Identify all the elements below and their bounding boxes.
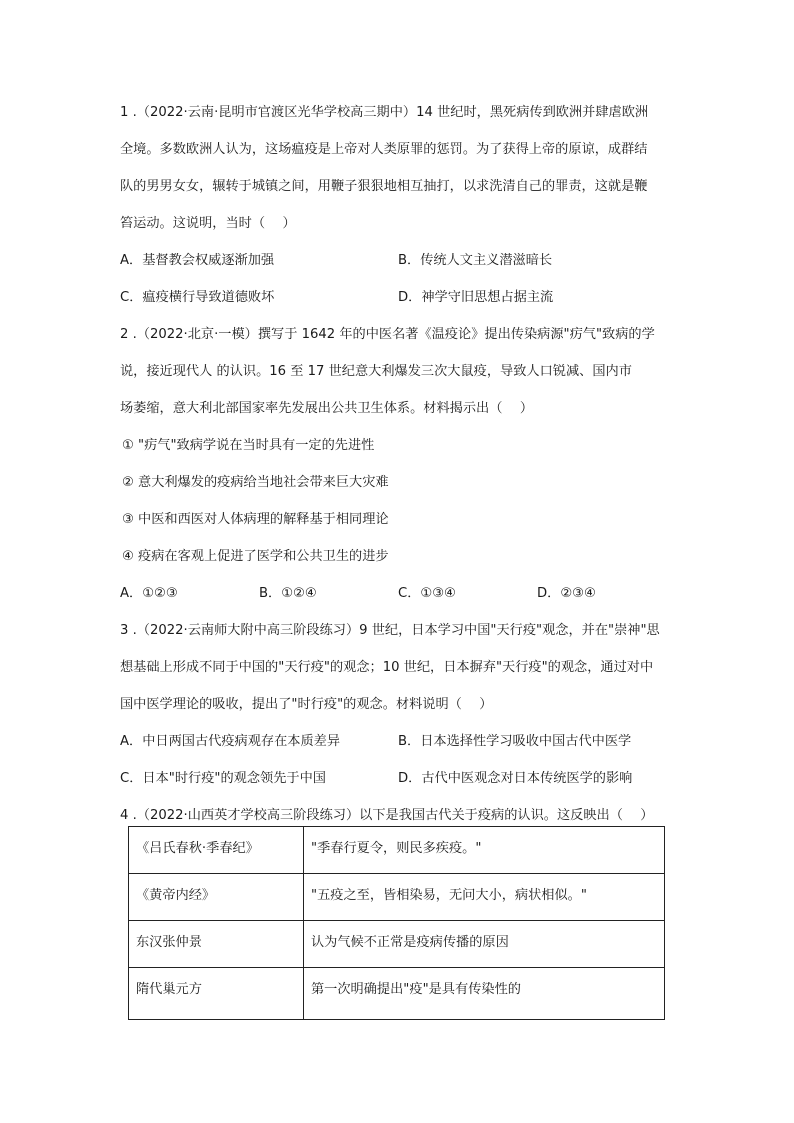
option-b[interactable]: B．传统人文主义潜滋暗长 xyxy=(398,253,553,268)
question-4-source-table xyxy=(128,826,665,1020)
question-3-stem-line: 3 .（2022·云南师大附中高三阶段练习）9 世纪，日本学习中国"天行疫"观念，并在"崇神"思 xyxy=(120,623,660,638)
question-2-stem-line: 2 .（2022·北京·一模）撰写于 1642 年的中医名著《温疫论》提出传染病源"疠气"致病的学 xyxy=(120,327,655,342)
option-c[interactable]: C．日本"时行疫"的观念领先于中国 xyxy=(120,771,326,786)
table-cell-content: 认为气候不正常是疫病传播的原因 xyxy=(304,921,665,968)
question-1-stem-line: 笞运动。这说明，当时（ ） xyxy=(120,216,296,231)
question-1-options-row xyxy=(120,279,680,316)
question-2-statement: ④ 疫病在客观上促进了医学和公共卫生的进步 xyxy=(122,549,389,564)
question-3-options-row xyxy=(120,723,680,760)
table-cell-source: 东汉张仲景 xyxy=(129,921,304,968)
question-1 xyxy=(120,94,680,316)
option-a[interactable]: A．基督教会权威逐渐加强 xyxy=(120,253,275,268)
question-2-stem-line: 说，接近现代人 的认识。16 至 17 世纪意大利爆发三次大鼠疫，导致人口锐减、国内市 xyxy=(120,364,632,379)
question-1-options-row xyxy=(120,242,680,279)
question-2-options-row xyxy=(120,575,680,612)
table-cell-source: 《黄帝内经》 xyxy=(129,874,304,921)
option-c[interactable]: C．瘟疫横行导致道德败坏 xyxy=(120,290,275,305)
question-3-options-row xyxy=(120,760,680,797)
question-1-stem-line: 1 .（2022·云南·昆明市官渡区光华学校高三期中）14 世纪时，黑死病传到欧洲并肆虐欧洲 xyxy=(120,105,649,120)
table-row xyxy=(129,921,665,968)
question-2-statement: ① "疠气"致病学说在当时具有一定的先进性 xyxy=(122,438,375,453)
table-cell-content: "季春行夏令，则民多疾疫。" xyxy=(304,827,665,874)
table-cell-source: 隋代巢元方 xyxy=(129,968,304,1020)
option-b[interactable]: B．日本选择性学习吸收中国古代中医学 xyxy=(398,734,632,749)
question-3 xyxy=(120,612,680,797)
question-3-stem-line: 国中医学理论的吸收，提出了"时行疫"的观念。材料说明（ ） xyxy=(120,697,493,712)
question-1-stem-line: 全境。多数欧洲人认为，这场瘟疫是上帝对人类原罪的惩罚。为了获得上帝的原谅，成群结 xyxy=(120,142,648,157)
table-row xyxy=(129,827,665,874)
option-d[interactable]: D．古代中医观念对日本传统医学的影响 xyxy=(398,771,633,786)
table-row xyxy=(129,874,665,921)
option-d[interactable]: D．神学守旧思想占据主流 xyxy=(398,290,554,305)
question-2-statement: ③ 中医和西医对人体病理的解释基于相同理论 xyxy=(122,512,389,527)
question-2 xyxy=(120,316,680,612)
question-4-stem-line: 4 .（2022·山西英才学校高三阶段练习）以下是我国古代关于疫病的认识。这反映出（ ） xyxy=(120,808,654,823)
option-d[interactable]: D．②③④ xyxy=(537,586,596,601)
question-1-stem-line: 队的男男女女，辗转于城镇之间，用鞭子狠狠地相互抽打，以求洗清自己的罪责，这就是鞭 xyxy=(120,179,648,194)
option-a[interactable]: A．①②③ xyxy=(120,586,178,601)
table-cell-content: 第一次明确提出"疫"是具有传染性的 xyxy=(304,968,665,1020)
question-3-stem-line: 想基础上形成不同于中国的"天行疫"的观念；10 世纪，日本摒弃"天行疫"的观念，通过对中 xyxy=(120,660,654,675)
table-cell-content: "五疫之至，皆相染易，无问大小，病状相似。" xyxy=(304,874,665,921)
option-b[interactable]: B．①②④ xyxy=(259,586,317,601)
option-c[interactable]: C．①③④ xyxy=(398,586,456,601)
question-2-statement: ② 意大利爆发的疫病给当地社会带来巨大灾难 xyxy=(122,475,389,490)
table-row xyxy=(129,968,665,1020)
table-cell-source: 《吕氏春秋·季春纪》 xyxy=(129,827,304,874)
question-2-stem-line: 场萎缩，意大利北部国家率先发展出公共卫生体系。材料揭示出（ ） xyxy=(120,401,534,416)
option-a[interactable]: A．中日两国古代疫病观存在本质差异 xyxy=(120,734,341,749)
question-list xyxy=(120,94,680,834)
